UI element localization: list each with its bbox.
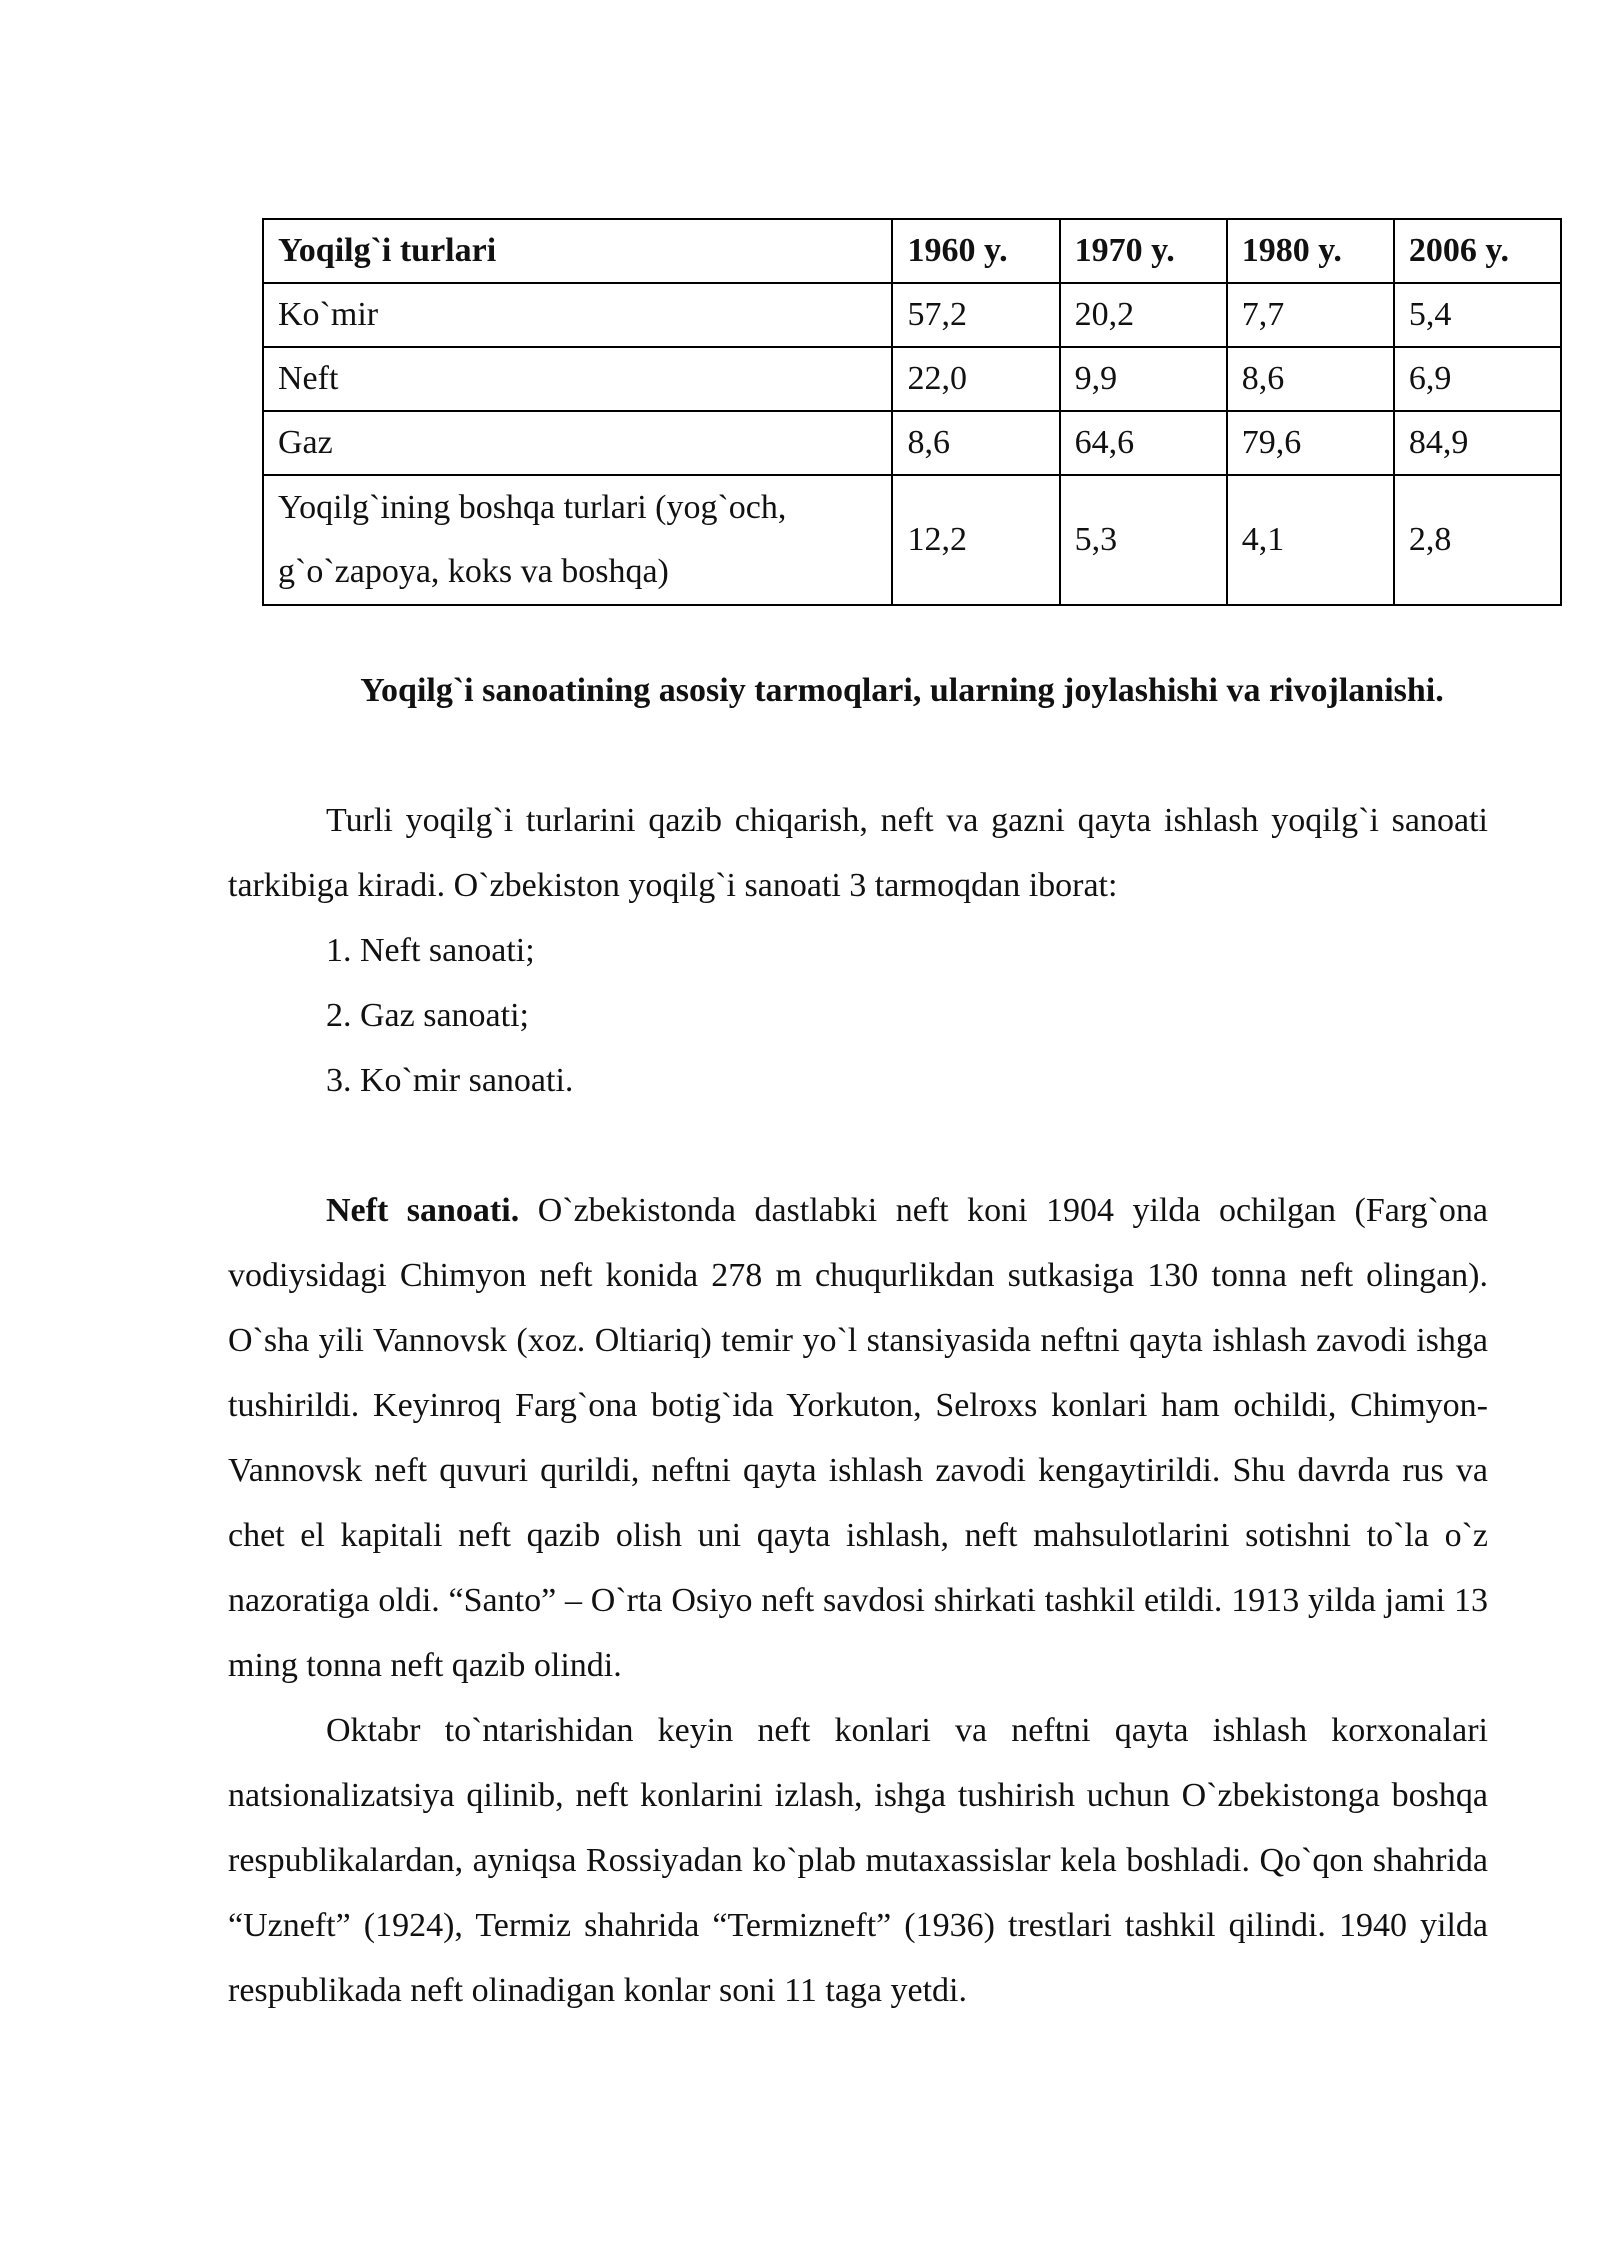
intro-section	[228, 788, 1488, 1113]
table-cell: 84,9	[1394, 411, 1561, 475]
table-cell: Ko`mir	[263, 283, 892, 347]
table-cell: 9,9	[1060, 347, 1227, 411]
table-cell: 12,2	[892, 475, 1059, 605]
header-1970: 1970 y.	[1060, 219, 1227, 283]
table-cell: 2,8	[1394, 475, 1561, 605]
table-cell: 5,4	[1394, 283, 1561, 347]
table-cell: 8,6	[892, 411, 1059, 475]
table-cell: 5,3	[1060, 475, 1227, 605]
neft-section	[228, 1178, 1488, 2023]
table-row	[263, 411, 1561, 475]
table-cell: 64,6	[1060, 411, 1227, 475]
list-item: 2. Gaz sanoati;	[326, 997, 529, 1034]
list-item: 3. Ko`mir sanoati.	[326, 1062, 574, 1099]
table-row	[263, 475, 1561, 605]
table-header-row	[263, 219, 1561, 283]
table-cell: 57,2	[892, 283, 1059, 347]
header-1980: 1980 y.	[1227, 219, 1394, 283]
header-fuel-type: Yoqilg`i turlari	[263, 219, 892, 283]
table-cell: 79,6	[1227, 411, 1394, 475]
table-cell: 8,6	[1227, 347, 1394, 411]
header-1960: 1960 y.	[892, 219, 1059, 283]
list-item: 1. Neft sanoati;	[326, 932, 535, 969]
header-2006: 2006 y.	[1394, 219, 1561, 283]
table-row	[263, 283, 1561, 347]
table-cell: 4,1	[1227, 475, 1394, 605]
fuel-types-table	[262, 218, 1562, 606]
intro-paragraph: Turli yoqilg`i turlarini qazib chiqarish, neft va gazni qayta ishlash yoqilg`i sanoati tarkibiga kiradi. O`zbekiston yoqilg`i sanoati 3 tarmoqdan iborat:	[228, 802, 1488, 904]
table-cell: 22,0	[892, 347, 1059, 411]
table-row	[263, 347, 1561, 411]
table-cell: Yoqilg`ining boshqa turlari (yog`och, g`o`zapoya, koks va boshqa)	[263, 475, 892, 605]
table-cell: 20,2	[1060, 283, 1227, 347]
neft-text: O`zbekistonda dastlabki neft koni 1904 yilda ochilgan (Farg`ona vodiysidagi Chimyon neft konida 278 m chuqurlikdan sutkasiga 130 tonna neft olingan). O`sha yili Vannovsk (xoz. Oltiariq) temir yo`l stansiyasida neftni qayta ishlash zavodi ishga tushirildi. Keyinroq Farg`ona botig`ida Yorkuton, Selroxs konlari ham ochildi, Chimyon-Vannovsk neft quvuri qurildi, neftni qayta ishlash zavodi kengaytirildi. Shu davrda rus va chet el kapitali neft qazib olish uni qayta ishlash, neft mahsulotlarini sotishni to`la o`z nazoratiga oldi. “Santo” – O`rta Osiyo neft savdosi shirkati tashkil etildi. 1913 yilda jami 13 ming tonna neft qazib olindi.	[228, 1192, 1488, 1684]
neft-title: Neft sanoati.	[326, 1192, 520, 1229]
table-cell: 6,9	[1394, 347, 1561, 411]
table-cell: Neft	[263, 347, 892, 411]
section-heading: Yoqilg`i sanoatining asosiy tarmoqlari, ularning joylashishi va rivojlanishi.	[360, 672, 1444, 709]
oktabr-paragraph: Oktabr to`ntarishidan keyin neft konlari va neftni qayta ishlash korxonalari natsionalizatsiya qilinib, neft konlarini izlash, ishga tushirish uchun O`zbekistonga boshqa respublikalardan, ayniqsa Rossiyadan ko`plab mutaxassislar kela boshladi. Qo`qon shahrida “Uzneft” (1924), Termiz shahrida “Termizneft” (1936) trestlari tashkil qilindi. 1940 yilda respublikada neft olinadigan konlar soni 11 taga yetdi.	[228, 1712, 1488, 2009]
table-cell: Gaz	[263, 411, 892, 475]
table-cell: 7,7	[1227, 283, 1394, 347]
neft-paragraph	[228, 1178, 1488, 1698]
